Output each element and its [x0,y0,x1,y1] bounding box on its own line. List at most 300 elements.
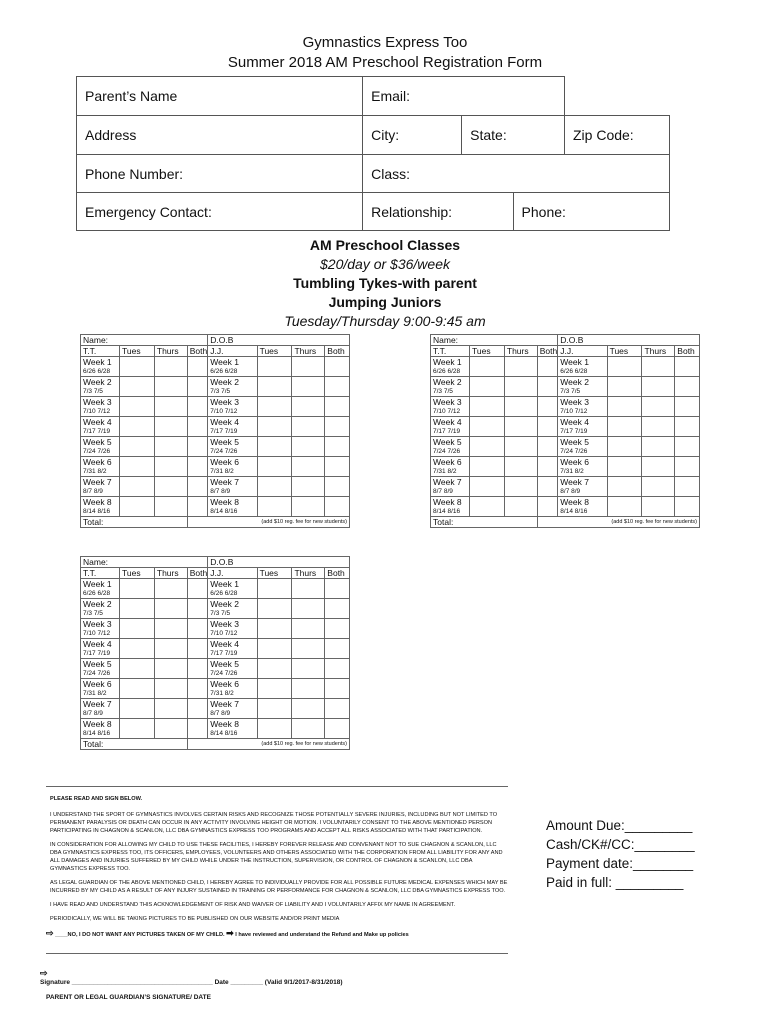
checkbox-cell[interactable] [120,619,155,639]
checkbox-cell[interactable] [292,357,325,377]
week-dates: 8/14 8/16 [81,729,120,739]
checkbox-cell[interactable] [154,699,187,719]
week-dates: 6/26 6/28 [558,367,607,377]
tues-header: Tues [257,568,292,579]
checkbox-cell[interactable] [675,497,700,517]
checkbox-cell[interactable] [642,437,675,457]
checkbox-cell[interactable] [120,457,155,477]
picture-opt-out[interactable]: ____NO, I DO NOT WANT ANY PICTURES TAKEN OF MY CHILD. [55,932,225,938]
arrow-icon: ⇨ [46,928,54,938]
checkbox-cell[interactable] [292,457,325,477]
checkbox-cell[interactable] [120,357,155,377]
checkbox-cell[interactable] [470,437,505,457]
checkbox-cell[interactable] [187,679,208,699]
checkbox-cell[interactable] [504,477,537,497]
checkbox-cell[interactable] [257,599,292,619]
week-label: Week 4 [81,417,120,428]
payment-method-field[interactable]: Cash/CK#/CC:________ [546,837,695,852]
checkbox-cell[interactable] [187,397,208,417]
week-dates: 7/10 7/12 [81,407,120,417]
checkbox-cell[interactable] [120,719,155,739]
checkbox-cell[interactable] [642,417,675,437]
week-dates: 7/10 7/12 [208,407,257,417]
checkbox-cell[interactable] [607,377,642,397]
week-label: Week 1 [208,579,257,590]
checkbox-cell[interactable] [257,477,292,497]
week-label: Week 1 [81,579,120,590]
week-label: Week 8 [81,719,120,730]
checkbox-cell[interactable] [292,377,325,397]
checkbox-cell[interactable] [292,397,325,417]
week-dates: 7/31 8/2 [558,467,607,477]
week-label: Week 4 [431,417,470,428]
tues-header: Tues [120,568,155,579]
week-dates: 6/26 6/28 [208,367,257,377]
week-dates: 7/3 7/5 [558,387,607,397]
week-dates: 6/26 6/28 [208,589,257,599]
signature-field[interactable]: Signature _______________________________________ Date _________ (Valid 9/1/2017-8/31/2018) [40,979,343,986]
checkbox-cell[interactable] [257,357,292,377]
week-label: Week 2 [558,377,607,388]
checkbox-cell[interactable] [257,679,292,699]
checkbox-cell[interactable] [120,699,155,719]
reg-fee-note: (add $10 reg. fee for new students) [187,739,349,750]
week-label: Week 2 [81,377,120,388]
checkbox-cell[interactable] [470,377,505,397]
week-dates: 7/24 7/26 [81,447,120,457]
checkbox-cell[interactable] [154,437,187,457]
week-label: Week 3 [208,397,257,408]
checkbox-cell[interactable] [537,477,558,497]
checkbox-cell[interactable] [154,457,187,477]
checkbox-cell[interactable] [642,457,675,477]
total-field[interactable]: Total: [431,517,538,528]
checkbox-cell[interactable] [325,357,350,377]
week-dates: 7/3 7/5 [208,609,257,619]
tues-header: Tues [470,346,505,357]
checkbox-cell[interactable] [675,377,700,397]
tt-header: T.T. [81,346,120,357]
parent-info-table [76,76,670,231]
schedule-table [430,334,700,528]
week-label: Week 6 [208,457,257,468]
week-label: Week 8 [558,497,607,508]
checkbox-cell[interactable] [257,497,292,517]
checkbox-cell[interactable] [154,659,187,679]
state-field[interactable]: State: [462,116,565,155]
week-dates: 7/17 7/19 [81,427,120,437]
checkbox-cell[interactable] [187,417,208,437]
checkbox-cell[interactable] [154,357,187,377]
week-dates: 7/17 7/19 [208,649,257,659]
emergency-contact-field[interactable]: Emergency Contact: [77,193,363,231]
checkbox-cell[interactable] [257,437,292,457]
week-label: Week 5 [81,437,120,448]
waiver-heading: PLEASE READ AND SIGN BELOW. [50,796,143,802]
checkbox-cell[interactable] [187,719,208,739]
checkbox-cell[interactable] [504,377,537,397]
week-dates: 7/17 7/19 [208,427,257,437]
checkbox-cell[interactable] [257,699,292,719]
amount-due-field[interactable]: Amount Due:_________ [546,818,693,833]
checkbox-cell[interactable] [537,417,558,437]
checkbox-cell[interactable] [470,497,505,517]
checkbox-cell[interactable] [325,659,350,679]
checkbox-cell[interactable] [470,397,505,417]
week-dates: 7/3 7/5 [81,387,120,397]
week-dates: 8/7 8/9 [558,487,607,497]
checkbox-cell[interactable] [470,477,505,497]
checkbox-cell[interactable] [325,639,350,659]
checkbox-cell[interactable] [537,497,558,517]
checkbox-cell[interactable] [120,599,155,619]
checkbox-cell[interactable] [675,437,700,457]
checkbox-cell[interactable] [537,457,558,477]
checkbox-cell[interactable] [607,457,642,477]
arrow-icon: ⇨ [40,968,48,978]
tt-header: T.T. [431,346,470,357]
checkbox-cell[interactable] [325,417,350,437]
week-label: Week 7 [558,477,607,488]
week-label: Week 8 [208,719,257,730]
checkbox-cell[interactable] [154,477,187,497]
thurs-header: Thurs [642,346,675,357]
checkbox-cell[interactable] [292,719,325,739]
week-dates: 8/14 8/16 [208,729,257,739]
checkbox-cell[interactable] [187,659,208,679]
payment-date-field[interactable]: Payment date:________ [546,856,694,871]
waiver-paragraph-1: I UNDERSTAND THE SPORT OF GYMNASTICS INVOLVES CERTAIN RISKS AND RECOGNIZE THOSE POTENTIALLY SEVERE INJURIES, INCLUDING BUT NOT LIMITED TO PERMANENT PARALYSIS OR DEATH CAN OCCUR IN ANY ACTIVITY INVOLVING HEIGHT OR MOTION. I VOLUNTARILY CONSENT TO THE ABOVE MENTIONED PERSON PARTICIPATING IN CHAGNON & SCANLON, LLC DBA GYMNASTICS EXPRESS TOO PROGRAMS AND ACCEPT ALL RISKS ASSOCIATED WITH THAT PARTICIPATION. [50,812,498,834]
checkbox-cell[interactable] [154,599,187,619]
checkbox-cell[interactable] [120,679,155,699]
checkbox-cell[interactable] [537,397,558,417]
checkbox-cell[interactable] [325,477,350,497]
dob-field[interactable]: D.O.B [208,335,350,346]
checkbox-cell[interactable] [187,599,208,619]
checkbox-cell[interactable] [325,599,350,619]
week-dates: 7/10 7/12 [81,629,120,639]
checkbox-cell[interactable] [154,497,187,517]
paid-in-full-field[interactable]: Paid in full: _________ [546,875,684,890]
checkbox-cell[interactable] [187,639,208,659]
payment-section [546,816,695,892]
checkbox-cell[interactable] [120,397,155,417]
week-dates: 7/31 8/2 [431,467,470,477]
week-dates: 8/7 8/9 [81,487,120,497]
waiver-paragraph-2: IN CONSIDERATION FOR ALLOWING MY CHILD TO USE THESE FACILITIES, I HEREBY FOREVER RELEASE AND CONVENANT NOT TO SUE CHAGNON & SCANLON, LLC DBA GYMNASTICS EXPRESS TOO, ITS OFFICERS, EMPLOYEES, VOLUNTEERS AND OTHERS ASSOCIATED WITH THE CORPORATION FROM ALL LIABILITY FOR ANY AND ALL DAMAGES AND INJURIES SUFFERED BY MY CHILD WHILE UNDER THE INSTRUCTION, SUPERVISION, OR CONTROL OF CHAGNON & SCANLON, LLC DBA GYMNASTICS EXPRESS TOO. [50,842,503,872]
checkbox-cell[interactable] [642,377,675,397]
week-label: Week 2 [81,599,120,610]
relationship-field[interactable]: Relationship: [363,193,513,231]
tues-header: Tues [120,346,155,357]
week-label: Week 4 [81,639,120,650]
refund-policy[interactable]: I have reviewed and understand the Refund and Make up policies [235,932,409,938]
week-dates: 8/7 8/9 [208,709,257,719]
dob-field[interactable]: D.O.B [208,557,350,568]
week-label: Week 6 [431,457,470,468]
week-dates: 7/3 7/5 [208,387,257,397]
week-label: Week 7 [81,699,120,710]
both-header: Both [325,346,350,357]
week-label: Week 3 [431,397,470,408]
class-description [0,236,770,331]
checkbox-cell[interactable] [154,377,187,397]
checkbox-cell[interactable] [470,417,505,437]
name-field[interactable]: Name: [431,335,558,346]
name-field[interactable]: Name: [81,335,208,346]
total-field[interactable]: Total: [81,517,188,528]
total-field[interactable]: Total: [81,739,188,750]
checkbox-cell[interactable] [292,679,325,699]
week-dates: 7/10 7/12 [558,407,607,417]
reg-fee-note: (add $10 reg. fee for new students) [187,517,349,528]
week-label: Week 2 [208,599,257,610]
week-label: Week 5 [208,437,257,448]
dob-field[interactable]: D.O.B [558,335,700,346]
checkbox-cell[interactable] [154,417,187,437]
week-label: Week 8 [81,497,120,508]
form-title: Gymnastics Express Too [302,34,468,51]
week-dates: 8/14 8/16 [558,507,607,517]
week-dates: 7/31 8/2 [81,689,120,699]
both-header: Both [537,346,558,357]
checkbox-cell[interactable] [120,659,155,679]
week-dates: 8/14 8/16 [81,507,120,517]
checkbox-cell[interactable] [504,497,537,517]
tues-header: Tues [607,346,642,357]
checkbox-cell[interactable] [257,457,292,477]
checkbox-cell[interactable] [325,457,350,477]
schedule-table [80,334,350,528]
checkbox-cell[interactable] [504,457,537,477]
arrow-icon: ➡ [226,928,234,938]
checkbox-cell[interactable] [325,619,350,639]
classes-heading: AM Preschool Classes [309,237,461,253]
phone-number-field[interactable]: Phone Number: [77,155,363,193]
week-label: Week 5 [431,437,470,448]
schedule-table [80,556,350,750]
checkbox-cell[interactable] [675,457,700,477]
week-dates: 6/26 6/28 [81,589,120,599]
waiver-paragraph-5: PERIODICALLY, WE WILL BE TAKING PICTURES TO BE PUBLISHED ON OUR WEBSITE AND/OR PRINT MEDIA [50,916,340,922]
phone-field[interactable]: Phone: [513,193,669,231]
checkbox-cell[interactable] [187,357,208,377]
week-dates: 7/31 8/2 [81,467,120,477]
checkbox-cell[interactable] [292,497,325,517]
week-dates: 8/7 8/9 [208,487,257,497]
checkbox-cell[interactable] [257,719,292,739]
checkbox-cell[interactable] [607,477,642,497]
class-schedule: Tuesday/Thursday 9:00-9:45 am [284,313,486,329]
week-dates: 7/24 7/26 [208,669,257,679]
checkbox-cell[interactable] [607,357,642,377]
checkbox-cell[interactable] [154,579,187,599]
thurs-header: Thurs [504,346,537,357]
checkbox-cell[interactable] [607,397,642,417]
parent-name-field[interactable]: Parent’s Name [77,77,363,116]
week-dates: 7/24 7/26 [558,447,607,457]
city-field[interactable]: City: [363,116,462,155]
week-dates: 7/3 7/5 [81,609,120,619]
checkbox-cell[interactable] [325,397,350,417]
both-header: Both [187,568,208,579]
jj-header: J.J. [208,568,257,579]
tues-header: Tues [257,346,292,357]
checkbox-cell[interactable] [187,457,208,477]
week-label: Week 6 [81,457,120,468]
checkbox-cell[interactable] [642,397,675,417]
signature-label: PARENT OR LEGAL GUARDIAN’S SIGNATURE/ DATE [46,994,211,1001]
checkbox-cell[interactable] [537,377,558,397]
checkbox-cell[interactable] [257,659,292,679]
week-label: Week 7 [431,477,470,488]
checkbox-cell[interactable] [537,357,558,377]
checkbox-cell[interactable] [154,679,187,699]
week-dates: 7/17 7/19 [81,649,120,659]
checkbox-cell[interactable] [325,497,350,517]
week-label: Week 6 [558,457,607,468]
name-field[interactable]: Name: [81,557,208,568]
checkbox-cell[interactable] [257,397,292,417]
week-dates: 7/31 8/2 [208,467,257,477]
checkbox-cell[interactable] [292,619,325,639]
week-label: Week 2 [208,377,257,388]
checkbox-cell[interactable] [292,437,325,457]
checkbox-cell[interactable] [325,679,350,699]
checkbox-cell[interactable] [187,477,208,497]
checkbox-cell[interactable] [675,417,700,437]
checkbox-cell[interactable] [325,377,350,397]
class-field[interactable]: Class: [363,155,670,193]
week-label: Week 8 [208,497,257,508]
class-tumbling-tykes: Tumbling Tykes-with parent [293,275,477,291]
week-dates: 7/17 7/19 [558,427,607,437]
checkbox-cell[interactable] [257,619,292,639]
checkbox-cell[interactable] [675,477,700,497]
checkbox-cell[interactable] [325,579,350,599]
week-dates: 7/17 7/19 [431,427,470,437]
form-subtitle: Summer 2018 AM Preschool Registration Form [227,54,543,71]
week-dates: 8/7 8/9 [81,709,120,719]
waiver-section [46,786,508,954]
checkbox-cell[interactable] [537,437,558,457]
checkbox-cell[interactable] [675,397,700,417]
waiver-paragraph-4: I HAVE READ AND UNDERSTAND THIS ACKNOWLEDGEMENT OF RISK AND WAIVER OF LIABILITY AND I VOLUNTARILY AFFIX MY NAME IN AGREEMENT. [50,902,456,908]
week-dates: 6/26 6/28 [81,367,120,377]
checkbox-cell[interactable] [187,699,208,719]
week-dates: 8/7 8/9 [431,487,470,497]
checkbox-cell[interactable] [187,437,208,457]
week-label: Week 3 [81,619,120,630]
checkbox-cell[interactable] [642,357,675,377]
checkbox-cell[interactable] [504,357,537,377]
checkbox-cell[interactable] [187,497,208,517]
checkbox-cell[interactable] [675,357,700,377]
thurs-header: Thurs [292,568,325,579]
checkbox-cell[interactable] [325,719,350,739]
week-dates: 7/24 7/26 [431,447,470,457]
checkbox-cell[interactable] [642,477,675,497]
week-dates: 8/14 8/16 [431,507,470,517]
checkbox-cell[interactable] [120,497,155,517]
checkbox-cell[interactable] [257,417,292,437]
checkbox-cell[interactable] [642,497,675,517]
week-label: Week 5 [81,659,120,670]
signature-line [40,968,343,986]
week-dates: 7/10 7/12 [431,407,470,417]
week-label: Week 7 [208,699,257,710]
checkbox-cell[interactable] [607,437,642,457]
checkbox-cell[interactable] [292,599,325,619]
week-dates: 7/10 7/12 [208,629,257,639]
checkbox-cell[interactable] [257,639,292,659]
checkbox-cell[interactable] [504,437,537,457]
class-jumping-juniors: Jumping Juniors [328,294,442,310]
checkbox-cell[interactable] [187,377,208,397]
checkbox-cell[interactable] [154,397,187,417]
checkbox-cell[interactable] [292,639,325,659]
week-label: Week 1 [558,357,607,368]
checkbox-cell[interactable] [292,699,325,719]
checkbox-cell[interactable] [504,397,537,417]
week-label: Week 2 [431,377,470,388]
checkbox-cell[interactable] [325,699,350,719]
checkbox-cell[interactable] [607,497,642,517]
checkbox-cell[interactable] [120,477,155,497]
checkbox-cell[interactable] [154,719,187,739]
week-dates: 7/24 7/26 [81,669,120,679]
week-label: Week 1 [431,357,470,368]
checkbox-cell[interactable] [120,437,155,457]
thurs-header: Thurs [154,346,187,357]
week-dates: 6/26 6/28 [431,367,470,377]
week-label: Week 4 [208,639,257,650]
checkbox-cell[interactable] [325,437,350,457]
checkbox-cell[interactable] [120,377,155,397]
week-label: Week 6 [81,679,120,690]
checkbox-cell[interactable] [470,357,505,377]
checkbox-cell[interactable] [120,417,155,437]
checkbox-cell[interactable] [607,417,642,437]
zip-field[interactable]: Zip Code: [565,116,670,155]
week-label: Week 8 [431,497,470,508]
week-dates: 7/3 7/5 [431,387,470,397]
waiver-paragraph-3: AS LEGAL GUARDIAN OF THE ABOVE MENTIONED CHILD, I HEREBY AGREE TO INDIVIDUALLY PROVIDE FOR ALL POSSIBLE FUTURE MEDICAL EXPENSES WHICH MAY BE INCURRED BY MY CHILD AS A RESULT OF ANY INJURY SUSTAINED IN TRAINING OR PERFORMANCE FOR CHAGNON & SCANLON, LLC DBA GYMNASTICS EXPRESS TOO. [50,880,508,894]
checkbox-cell[interactable] [154,639,187,659]
checkbox-cell[interactable] [292,659,325,679]
checkbox-cell[interactable] [120,579,155,599]
checkbox-cell[interactable] [187,619,208,639]
jj-header: J.J. [558,346,607,357]
checkbox-cell[interactable] [292,579,325,599]
checkbox-cell[interactable] [292,417,325,437]
checkbox-cell[interactable] [470,457,505,477]
checkbox-cell[interactable] [504,417,537,437]
week-dates: 8/14 8/16 [208,507,257,517]
checkbox-cell[interactable] [187,579,208,599]
both-header: Both [675,346,700,357]
checkbox-cell[interactable] [257,377,292,397]
week-dates: 7/31 8/2 [208,689,257,699]
week-label: Week 3 [558,397,607,408]
email-field[interactable]: Email: [363,77,565,116]
checkbox-cell[interactable] [257,579,292,599]
checkbox-cell[interactable] [154,619,187,639]
address-field[interactable]: Address [77,116,363,155]
checkbox-cell[interactable] [292,477,325,497]
checkbox-cell[interactable] [120,639,155,659]
week-label: Week 5 [558,437,607,448]
